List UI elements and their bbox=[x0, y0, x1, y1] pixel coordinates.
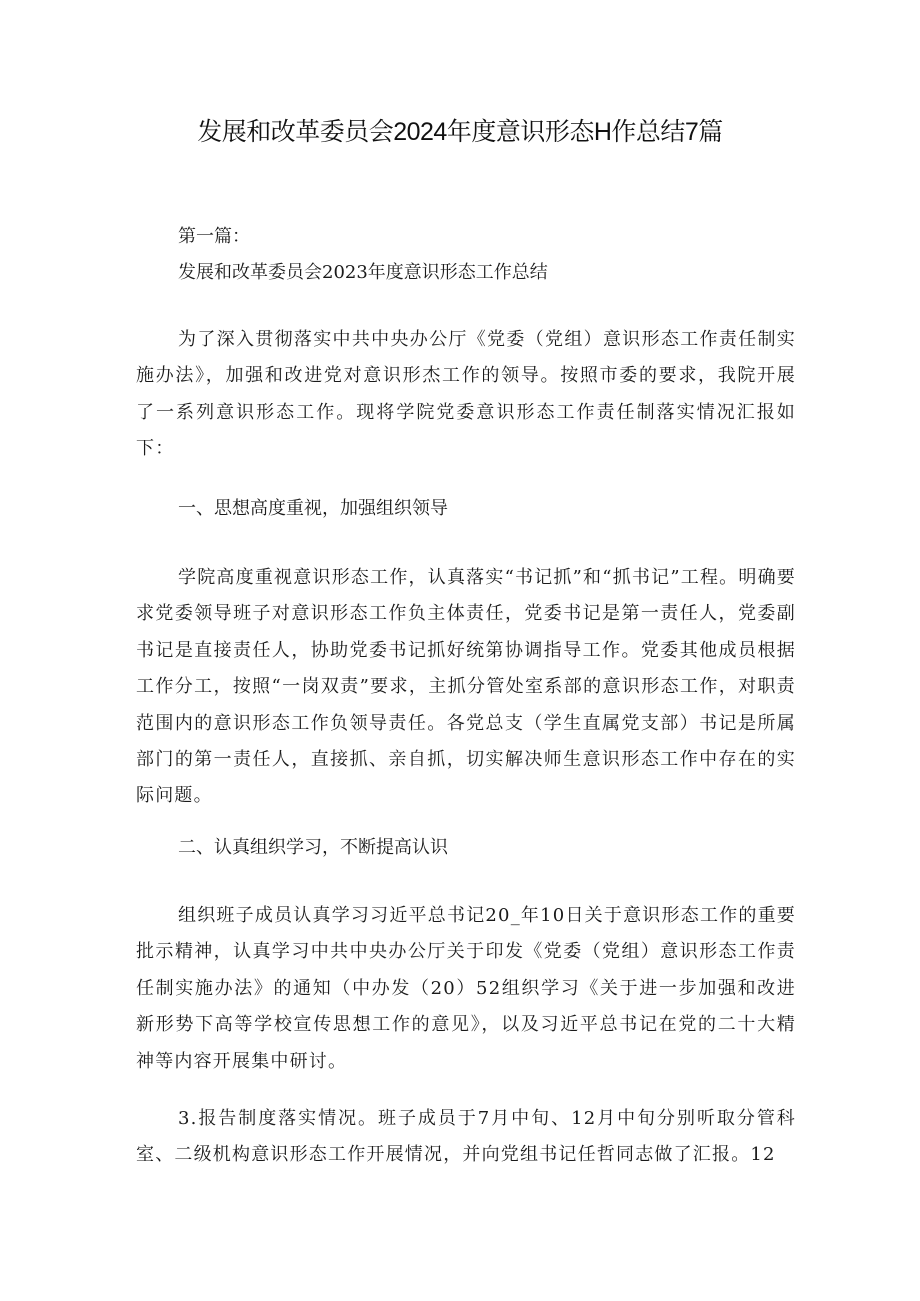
section-paragraph-3: 3.报告制度落实情况。班子成员于7月中旬、12月中旬分别听取分管科室、二级机构意识形态工作开展情况，并向党组书记任哲同志做了汇报。12 bbox=[136, 1108, 796, 1166]
intro-paragraph: 为了深入贯彻落实中共中央办公厅《党委（党组）意识形态工作责任制实施办法》，加强和改进党对意识形杰工作的领导。按照市委的要求，我院开展了一系列意识形态工作。现将学院党委意识形态工作责任制落实情况汇报如下： bbox=[136, 329, 796, 460]
section-heading-2: 二、认真组织学习，不断提高认识 bbox=[178, 837, 448, 858]
part-label: 第一篇： bbox=[178, 226, 250, 247]
section-heading-1: 一、思想高度重视，加强组织领导 bbox=[178, 498, 448, 519]
document-title: 发展和改革委员会2024年度意识形态H作总结7篇 bbox=[197, 118, 723, 146]
section-paragraph-2: 组织班子成员认真学习习近平总书记20_年10日关于意识形态工作的重要批示精神，认真学习中共中央办公厅关于印发《党委（党组）意识形态工作责任制实施办法》的通知（中办发（20）52组织学习《关于进一步加强和改进新形势下高等学校宣传思想工作的意见》，以及习近平总书记在党的二十大精神等内容开展集中研讨。 bbox=[136, 905, 796, 1072]
document-subtitle: 发展和改革委员会2023年度意识形态工作总结 bbox=[178, 262, 548, 283]
section-paragraph-1: 学院高度重视意识形态工作，认真落实“书记抓”和“抓书记”工程。明确要求党委领导班子对意识形态工作负主体责任，党委书记是第一责任人，党委副书记是直接责任人，协助党委书记抓好统第协调指导工作。党委其他成员根据工作分工，按照“一岗双责”要求，主抓分管处室系部的意识形态工作，对职责范围内的意识形态工作负领导责任。各党总支（学生直属党支部）书记是所属部门的第一责任人，直接抓、亲自抓，切实解决师生意识形态工作中存在的实际问题。 bbox=[136, 567, 796, 807]
